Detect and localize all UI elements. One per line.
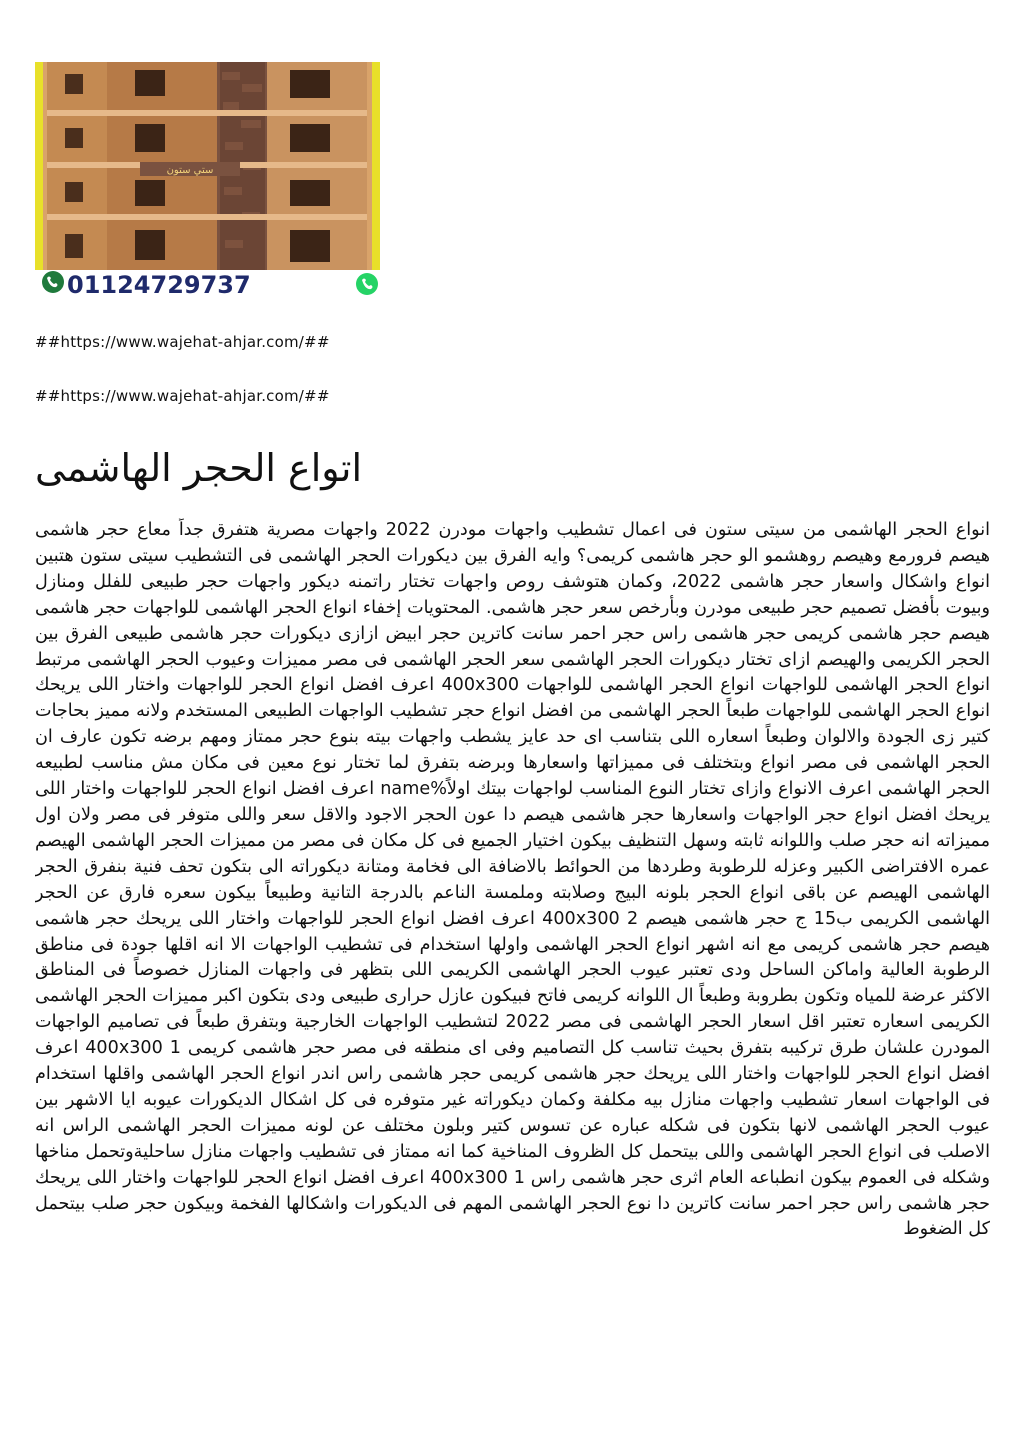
building-facade-image xyxy=(35,62,380,297)
whatsapp-icon xyxy=(356,273,378,295)
source-link[interactable]: ##https://www.wajehat-ahjar.com/## xyxy=(35,333,330,351)
sign-text: ستي ستون xyxy=(166,165,214,176)
phone-number: 01124729737 xyxy=(67,271,251,297)
source-link[interactable]: ##https://www.wajehat-ahjar.com/## xyxy=(35,387,330,405)
facade-illustration xyxy=(35,62,380,297)
article-title: اتواع الحجر الهاشمى xyxy=(35,446,363,490)
article-body: انواع الحجر الهاشمى من سيتى ستون فى اعمال تشطيب واجهات مودرن 2022 واجهات مصرية هتفرق جداً معاع حجر هاشمى هيصم فرورمع وهيصم روهشمو الو حجر هاشمى كريمى؟ وايه الفرق بين ديكورات الحجر الهاشمى فى التشطيب سيتى ستون هتبين انواع واشكال واسعار حجر هاشمى 2022، وكمان هتوشف روص واجهات تختار راتمنه ديكور واجهات حجر طبيعى للفلل ومنازل وبيوت بأفضل تصميم حجر طبيعى مودرن وبأرخص سعر حجر هاشمى. المحتويات إخفاء انواع الحجر الهاشمى للواجهات حجر هاشمى هيصم حجر هاشمى كريمى حجر هاشمى راس حجر احمر سانت كاترين حجر ابيض ازازى ديكورات حجر هاشمى طبيعى الفرق بين الحجر الكريمى والهيصم ازاى تختار ديكورات الحجر الهاشمى سعر الحجر الهاشمى فى مصر مميزات وعيوب الحجر الهاشمى مرتبط انواع الحجر الهاشمى للواجهات انواع الحجر الهاشمى للواجهات 400x300 اعرف افضل انواع الحجر للواجهات واختار اللى يريحك انواع الحجر الهاشمى للواجهات طبعاً الحجر الهاشمى من افضل انواع حجر تشطيب الواجهات الطبيعى المستخدم ولانه مميز بحاجات كتير زى الجودة والالوان وطبعاً اسعاره اللى بتناسب اى حد عايز يشطب واجهات بيته بنوع حجر ممتاز ومهم برضه تكون عارف ان الحجر الهاشمى فى مصر انواع وبتختلف فى مميزاتها واسعارها وبرضه بتفرق لما تختار نوع معين فى مكان مش مناسب لطبيعه الحجر الهاشمى اعرف الانواع وازاى تختار النوع المناسب لواجهات بيتك اولاً%name اعرف افضل انواع الحجر للواجهات واختار اللى يريحك افضل انواع حجر الواجهات واسعارها حجر هاشمى هيصم دا عون الحجر الاجود والاقل سعر واللى متوفر فى مصر ولان اول مميزاته انه حجر صلب واللوانه ثابته وسهل التنظيف بيكون اختيار الجميع فى كل مكان فى مصر من مميزات الحجر الهاشمى الهيصم عمره الافتراضى الكبير وعزله للرطوبة وطردها من الحوائط بالاضافة الى فخامة ومتانة ديكوراته الى بتكون تحف فنية بنفرق الحجر الهاشمى الهيصم عن باقى انواع الحجر بلونه البيج وصلابته وملمسة الناعم بالدرجة التانية وطبيعاً بيكون سعره فارق عن الحجر الهاشمى الكريمى ب15 ج حجر هاشمى هيصم 2 400x300 اعرف افضل انواع الحجر للواجهات واختار اللى يريحك حجر هاشمى هيصم حجر هاشمى كريمى مع انه اشهر انواع الحجر الهاشمى واولها استخدام فى تشطيب الواجهات الا انه اقلها جودة فى مناطق الرطوبة العالية واماكن الساحل ودى تعتبر عيوب الحجر الهاشمى الكريمى اللى بتظهر فى واجهات المنازل خصوصاً فى المناطق الاكثر عرضة للمياه وتكون بطروبة وطبعاً ال اللوانه كريمى فاتح فبيكون عازل حرارى طبيعى ودى بتكون اكبر مميزات الحجر الهاشمى الكريمى اسعاره تعتبر اقل اسعار الحجر الهاشمى فى مصر 2022 لتشطيب الواجهات الخارجية وبتفرق طبعاً فى تصاميم الواجهات المودرن علشان طرق تركيبه بتفرق بحيث تناسب كل التصاميم وفى اى منطقه فى مصر حجر هاشمى كريمى 1 400x300 اعرف افضل انواع الحجر للواجهات واختار اللى يريحك حجر هاشمى كريمى حجر هاشمى راس اندر انواع الحجر الهاشمى واقلها استخدام فى الواجهات اسعار تشطيب واجهات منازل بيه مكلفة وكمان ديكوراته غير متوفره فى كل اشكال الديكورات عيوبه ايا الاشهر بين عيوب الحجر الهاشمى لانها بتكون فى شكله عباره عن تسوس كتير وبلون مختلف عن لونه مميزات الحجر الهاشمى الراس انه الاصلب فى انواع الحجر الهاشمى واللى بيتحمل كل الظروف المناخية كما انه ممتاز فى تشطيب واجهات منازل ساحليةوتحمل مناخها وشكله فى العموم بيكون انطباعه العام اثرى حجر هاشمى راس 1 400x300 اعرف افضل انواع الحجر للواجهات واختار اللى يريحك حجر هاشمى راس حجر احمر سانت كاترين دا نوع الحجر الهاشمى المهم فى الديكورات واشكالها الفخمة وبيكون حجر صلب بيتحمل كل الضغوط xyxy=(35,520,990,1240)
phone-icon xyxy=(42,271,64,293)
